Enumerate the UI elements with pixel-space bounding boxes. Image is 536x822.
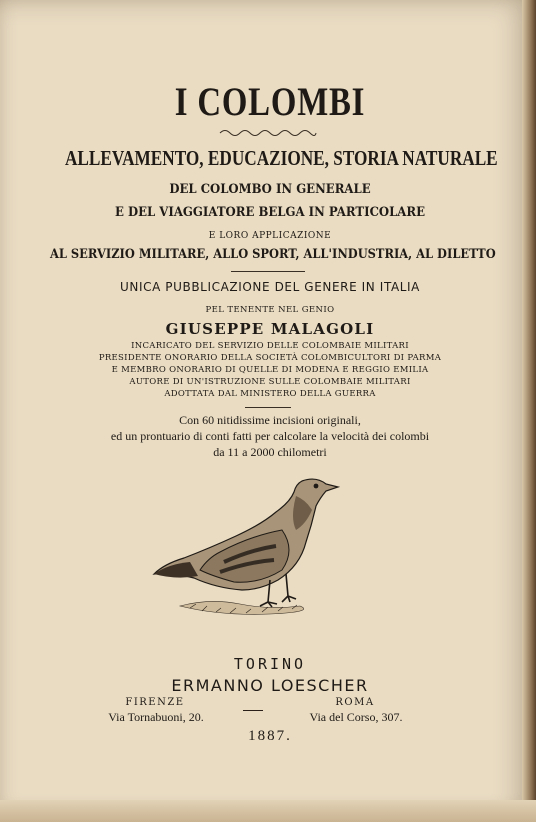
author-credential: E MEMBRO ONORARIO DI QUELLE DI MODENA E REGGIO EMILIA bbox=[111, 365, 429, 375]
author-credential: INCARICATO DEL SERVIZIO DELLE COLOMBAIE MILITARI bbox=[131, 341, 409, 351]
divider-rule bbox=[245, 407, 291, 408]
branch-address-rome: Via del Corso, 307. bbox=[309, 710, 403, 724]
subtitle-line-uses: AL SERVIZIO MILITARE, ALLO SPORT, ALL'INDUSTRIA, AL DILETTO bbox=[50, 247, 496, 262]
book-subtitle: ALLEVAMENTO, EDUCAZIONE, STORIA NATURALE bbox=[65, 146, 498, 170]
branch-city-rome: ROMA bbox=[335, 697, 375, 708]
imprint-separator bbox=[243, 710, 263, 711]
branch-city-florence: FIRENZE bbox=[125, 697, 185, 708]
page-bottom-edge bbox=[0, 800, 536, 822]
pigeon-engraving bbox=[150, 466, 350, 626]
book-spine-edge bbox=[522, 0, 536, 822]
flourish-ornament bbox=[218, 128, 318, 138]
subtitle-line-general: DEL COLOMBO IN GENERALE bbox=[169, 182, 371, 197]
author-credential: AUTORE DI UN'ISTRUZIONE SULLE COLOMBAIE MILITARI bbox=[129, 377, 411, 387]
author-credential: PRESIDENTE ONORARIO DELLA SOCIETÀ COLOMBICULTORI DI PARMA bbox=[98, 353, 442, 363]
contents-note-line: ed un prontuario di conti fatti per calcolare la velocità dei colombi bbox=[110, 429, 430, 443]
subtitle-line-belgian: E DEL VIAGGIATORE BELGA IN PARTICOLARE bbox=[114, 205, 426, 220]
contents-note-line: Con 60 nitidissime incisioni originali, bbox=[179, 413, 361, 427]
author-credential: ADOTTATA DAL MINISTERO DELLA GUERRA bbox=[164, 389, 376, 399]
contents-note-line: da 11 a 2000 chilometri bbox=[213, 445, 327, 459]
publisher-name: ERMANNO LOESCHER bbox=[171, 676, 369, 695]
author-intro: PEL TENENTE NEL GENIO bbox=[205, 305, 335, 315]
divider-rule bbox=[231, 271, 305, 272]
unique-publication-line: UNICA PUBBLICAZIONE DEL GENERE IN ITALIA bbox=[120, 280, 420, 294]
publication-year: 1887. bbox=[248, 728, 292, 744]
book-title: I COLOMBI bbox=[174, 79, 366, 124]
subtitle-line-application: E LORO APPLICAZIONE bbox=[208, 231, 332, 241]
author-name: GIUSEPPE MALAGOLI bbox=[165, 320, 375, 338]
imprint-city: TORINO bbox=[233, 655, 307, 673]
branch-address-florence: Via Tornabuoni, 20. bbox=[108, 710, 204, 724]
